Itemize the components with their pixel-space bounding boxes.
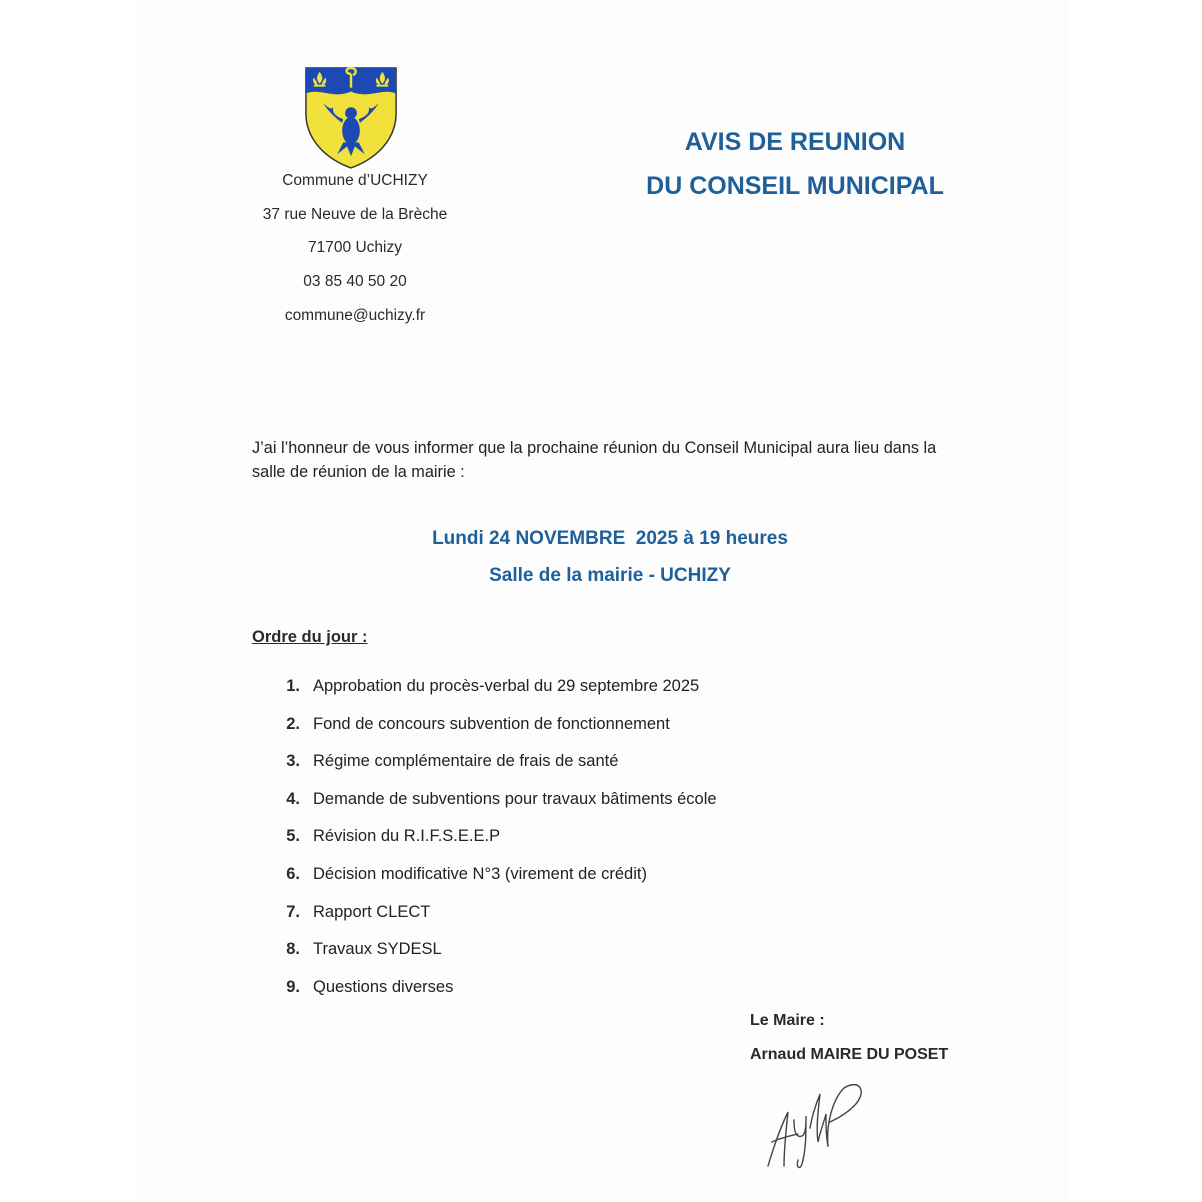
- phone-number: 03 85 40 50 20: [303, 273, 407, 291]
- agenda-item-text: Travaux SYDESL: [313, 940, 442, 959]
- agenda-item: [270, 710, 890, 748]
- document-title: [610, 120, 980, 208]
- meeting-date: Lundi 24 NOVEMBRE 2025 à 19 heures: [432, 528, 788, 549]
- agenda-item-number: 1.: [286, 677, 300, 695]
- agenda-item-number: 8.: [286, 940, 300, 959]
- agenda-item: [270, 973, 890, 1011]
- commune-name: Commune d’UCHIZY: [282, 172, 428, 189]
- agenda-item-number: 2.: [286, 714, 300, 733]
- agenda-item-number: 9.: [286, 977, 300, 996]
- postal-city: 71700 Uchizy: [308, 239, 402, 257]
- agenda-item: [270, 860, 890, 898]
- agenda-item-number: 5.: [286, 827, 300, 846]
- agenda-item-text: Révision du R.I.F.S.E.E.P: [313, 827, 501, 846]
- agenda-item-number: 7.: [286, 902, 300, 921]
- agenda-item: [270, 822, 890, 860]
- agenda-item-number: 4.: [286, 789, 300, 808]
- handwritten-signature-icon: [760, 1076, 870, 1176]
- agenda-item-text: Questions diverses: [313, 977, 454, 996]
- agenda-item: [270, 747, 890, 785]
- agenda-item-number: 3.: [286, 752, 300, 771]
- meeting-details: [252, 520, 968, 594]
- coat-of-arms-icon: [302, 64, 400, 170]
- agenda-item-text: Rapport CLECT: [313, 902, 431, 921]
- signatory-name: Arnaud MAIRE DU POSET: [750, 1046, 949, 1063]
- title-line-1: AVIS DE REUNION: [684, 128, 906, 156]
- signatory-label: Le Maire :: [750, 1012, 825, 1029]
- agenda-item: [270, 898, 890, 936]
- sender-address-block: [205, 168, 505, 336]
- agenda-item-text: Régime complémentaire de frais de santé: [313, 752, 619, 771]
- agenda-item: [270, 935, 890, 973]
- agenda-item-number: 6.: [286, 864, 300, 883]
- agenda-item: [270, 785, 890, 823]
- email-address: commune@uchizy.fr: [284, 306, 426, 324]
- agenda-item-text: Décision modificative N°3 (virement de crédit): [313, 864, 647, 883]
- agenda-item-text: Approbation du procès-verbal du 29 septembre 2025: [313, 677, 700, 695]
- agenda-item: [270, 672, 890, 710]
- street-address: 37 rue Neuve de la Brèche: [262, 205, 448, 223]
- agenda-item-text: Fond de concours subvention de fonctionnement: [313, 714, 670, 733]
- agenda-heading: Ordre du jour :: [252, 628, 368, 646]
- agenda-item-text: Demande de subventions pour travaux bâtiments école: [313, 789, 717, 808]
- title-line-2: DU CONSEIL MUNICIPAL: [646, 172, 944, 200]
- intro-paragraph: J’ai l’honneur de vous informer que la prochaine réunion du Conseil Municipal aura lieu dans la salle de réunion de la mairie :: [252, 439, 937, 481]
- meeting-place: Salle de la mairie - UCHIZY: [489, 565, 731, 586]
- agenda-list: [270, 672, 890, 1010]
